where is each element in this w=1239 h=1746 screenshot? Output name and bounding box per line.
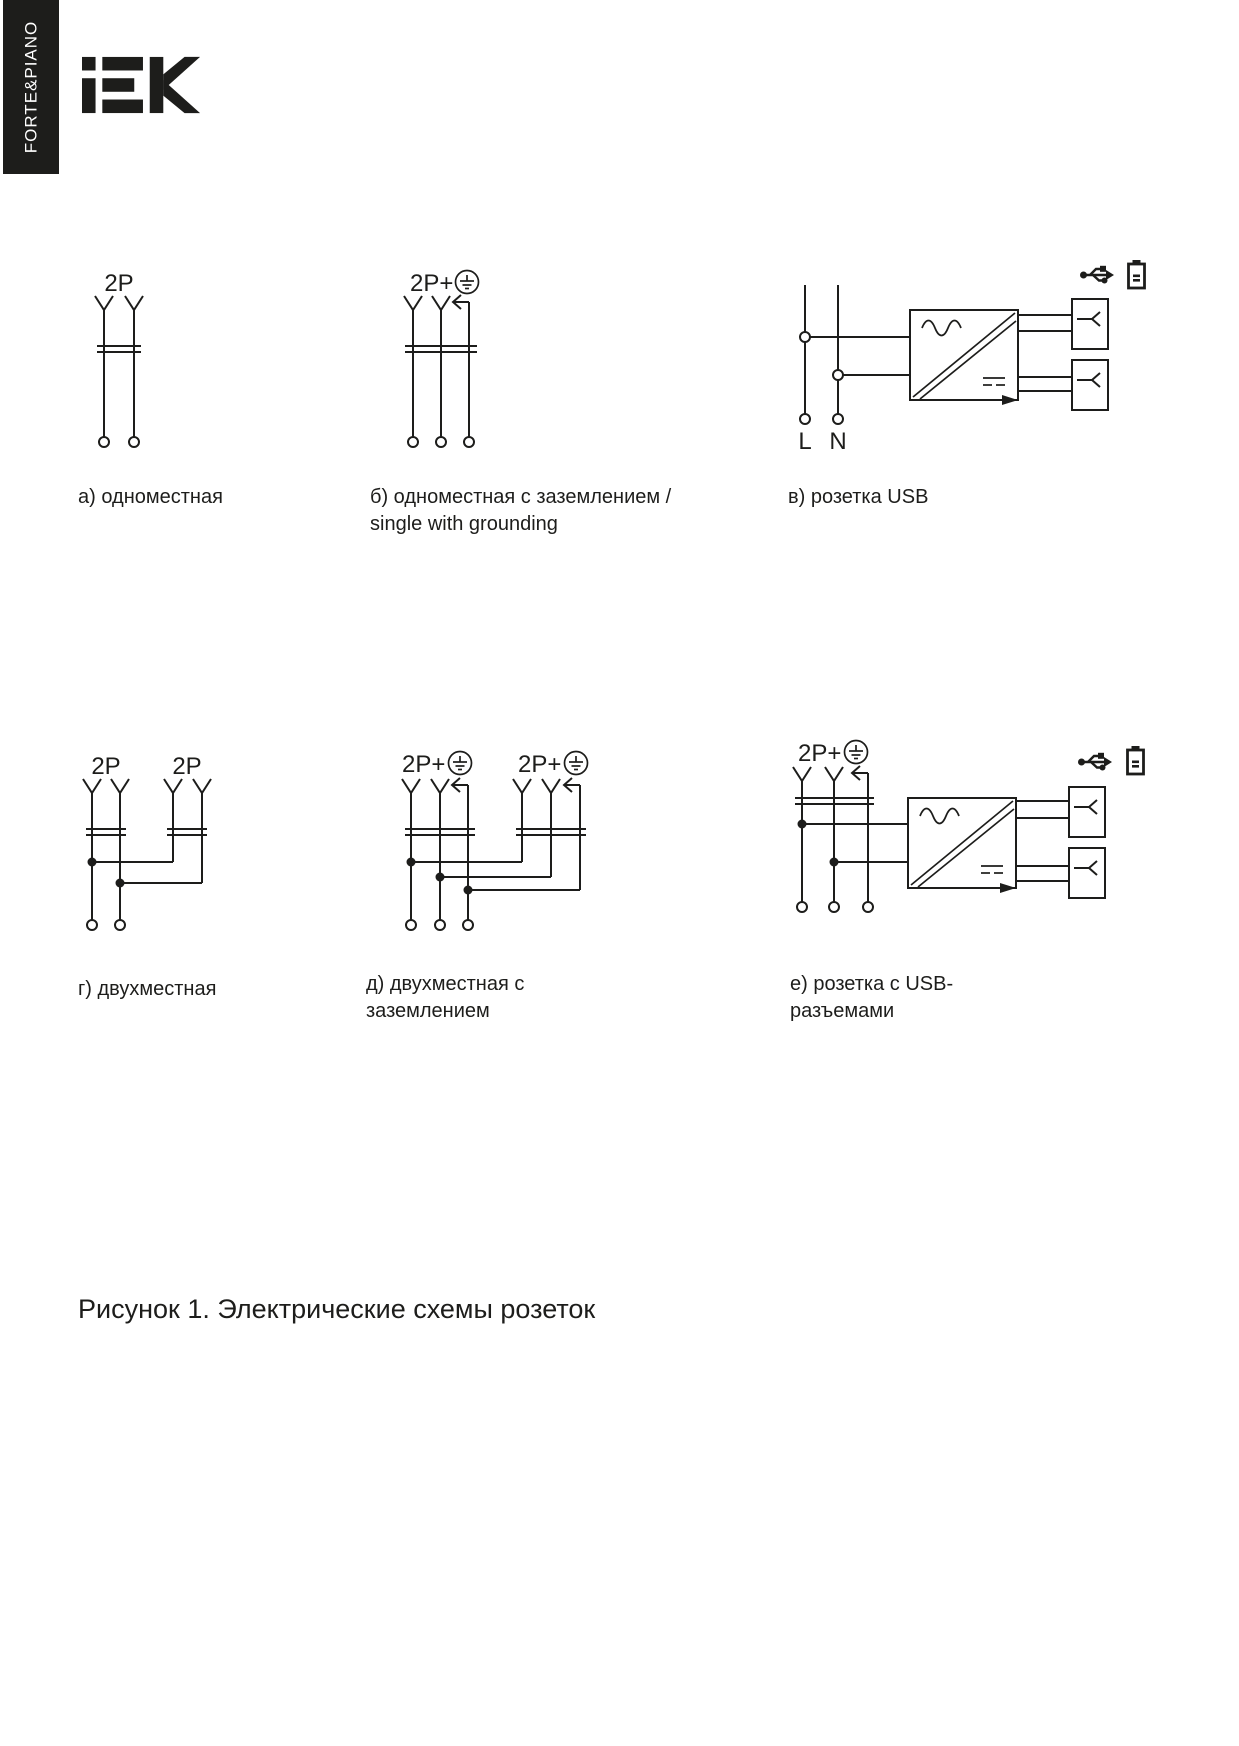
caption-line: д) двухместная с <box>366 973 525 995</box>
pole-label: 2P <box>91 753 121 780</box>
terminal-circle-icon <box>833 414 843 424</box>
socket-contact-fork-icon <box>164 779 182 793</box>
caption-diagram-e <box>790 971 953 1025</box>
protective-earth-in-circle-icon <box>456 271 479 294</box>
terminal-circle-icon <box>797 902 807 912</box>
wire-junction-ring-icon <box>800 332 810 342</box>
wire <box>92 862 202 883</box>
socket-contact-fork-icon <box>402 779 420 793</box>
wire <box>413 302 469 437</box>
socket-contact-fork-icon <box>404 296 422 310</box>
socket-contact-fork-icon <box>95 296 113 310</box>
socket-contact-fork-icon <box>111 779 129 793</box>
caption-line: б) одноместная с заземлением / <box>370 486 672 508</box>
terminal-circle-icon <box>435 920 445 930</box>
terminal-circle-icon <box>115 920 125 930</box>
caption-line: е) розетка с USB- <box>790 973 954 995</box>
caption-line: single with grounding <box>370 513 558 535</box>
usb-trident-icon <box>1080 266 1114 284</box>
socket-contact-fork-icon <box>513 779 531 793</box>
protective-earth-in-circle-icon <box>845 741 868 764</box>
terminal-circle-icon <box>436 437 446 447</box>
caption-diagram-a <box>78 484 223 511</box>
terminal-circle-icon <box>800 414 810 424</box>
socket-contact-fork-icon <box>793 767 811 781</box>
terminal-circle-icon <box>87 920 97 930</box>
terminal-circle-icon <box>129 437 139 447</box>
usb-trident-icon <box>1078 753 1112 771</box>
socket-coupling-bar <box>86 829 207 835</box>
wire <box>802 824 908 862</box>
wire <box>411 785 580 920</box>
diagram-e-socket-with-usb <box>793 740 1144 912</box>
terminal-circle-icon <box>463 920 473 930</box>
pole-label: 2P+ <box>798 740 842 767</box>
usb-output-port-icon <box>1072 360 1108 410</box>
diagram-b-single-grounded-socket <box>404 270 479 447</box>
caption-line: разъемами <box>790 1000 895 1022</box>
battery-charging-icon <box>1128 746 1144 774</box>
socket-contact-fork-icon <box>542 779 560 793</box>
usb-output-port-icon <box>1069 787 1105 837</box>
caption-line: а) одноместная <box>78 486 223 508</box>
diagram-d-double-grounded-socket <box>402 751 588 930</box>
ac-dc-converter-icon <box>908 798 1016 893</box>
terminal-circle-icon <box>863 902 873 912</box>
wire-junction-dot-icon <box>464 886 473 895</box>
caption-line: г) двухместная <box>78 978 217 1000</box>
diagram-v-usb-socket <box>798 260 1144 455</box>
caption-diagram-b <box>370 484 671 538</box>
wire <box>104 310 134 437</box>
socket-contact-fork-icon <box>431 779 449 793</box>
caption-diagram-g <box>78 976 216 1003</box>
socket-contact-fork-icon <box>193 779 211 793</box>
socket-contact-fork-icon <box>83 779 101 793</box>
usb-output-port-icon <box>1072 299 1108 349</box>
caption-diagram-d <box>366 971 524 1025</box>
earthing-contact-arrow-icon <box>852 766 868 780</box>
wire-junction-dot-icon <box>830 858 839 867</box>
terminal-circle-icon <box>408 437 418 447</box>
wire <box>1016 801 1069 881</box>
terminal-circle-icon <box>829 902 839 912</box>
wire-junction-ring-icon <box>833 370 843 380</box>
brand-tab-text: FORTE&PIANO <box>21 20 41 154</box>
wire <box>805 337 910 375</box>
usb-output-port-icon <box>1069 848 1105 898</box>
terminal-circle-icon <box>99 437 109 447</box>
caption-line: в) розетка USB <box>788 486 929 508</box>
wire <box>802 773 868 902</box>
protective-earth-in-circle-icon <box>449 752 472 775</box>
protective-earth-in-circle-icon <box>565 752 588 775</box>
terminal-circle-icon <box>464 437 474 447</box>
battery-charging-icon <box>1129 260 1145 288</box>
wire <box>805 285 838 414</box>
pole-label: 2P+ <box>518 751 562 778</box>
ac-dc-converter-icon <box>910 310 1018 405</box>
terminal-circle-icon <box>406 920 416 930</box>
wire-junction-dot-icon <box>88 858 97 867</box>
wire-junction-dot-icon <box>116 879 125 888</box>
pole-label: 2P <box>172 753 202 780</box>
socket-coupling-bar <box>405 829 586 835</box>
socket-contact-fork-icon <box>125 296 143 310</box>
pole-label: 2P+ <box>410 270 454 297</box>
pole-label: 2P <box>104 270 134 297</box>
wire <box>1018 315 1072 391</box>
socket-contact-fork-icon <box>825 767 843 781</box>
caption-line: заземлением <box>366 1000 490 1022</box>
socket-contact-fork-icon <box>432 296 450 310</box>
neutral-terminal-label: N <box>829 428 847 455</box>
figure-caption: Рисунок 1. Электрические схемы розеток <box>78 1294 596 1324</box>
diagram-a-single-socket <box>95 270 143 447</box>
earthing-contact-arrow-icon <box>564 778 580 792</box>
wire-junction-dot-icon <box>407 858 416 867</box>
earthing-contact-arrow-icon <box>452 778 468 792</box>
caption-diagram-v <box>788 484 928 511</box>
diagram-g-double-socket <box>83 753 211 930</box>
pole-label: 2P+ <box>402 751 446 778</box>
wire-junction-dot-icon <box>798 820 807 829</box>
earthing-contact-arrow-icon <box>453 295 469 309</box>
wire-junction-dot-icon <box>436 873 445 882</box>
line-terminal-label: L <box>798 428 812 455</box>
wire <box>92 793 202 920</box>
